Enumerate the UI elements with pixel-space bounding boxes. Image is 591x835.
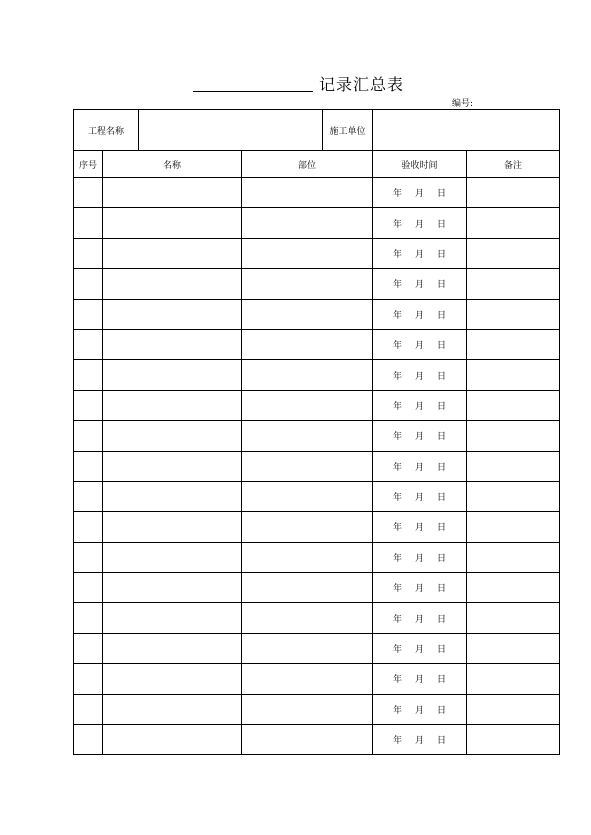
date-year-label: 年	[392, 584, 402, 595]
row-acceptance-date-cell[interactable]	[373, 451, 467, 481]
date-day-label: 日	[437, 371, 447, 382]
date-month-label: 月	[415, 189, 425, 200]
row-remarks-cell[interactable]	[467, 299, 560, 329]
row-acceptance-date-cell[interactable]	[373, 512, 467, 542]
table-row	[74, 178, 560, 208]
date-year-label: 年	[392, 249, 402, 260]
row-name-cell[interactable]	[103, 178, 242, 208]
row-remarks-cell[interactable]	[467, 269, 560, 299]
row-acceptance-date-cell[interactable]	[373, 390, 467, 420]
row-acceptance-date-cell[interactable]	[373, 664, 467, 694]
row-location-cell[interactable]	[242, 694, 373, 724]
page-title: 记录汇总表	[319, 75, 405, 94]
date-day-label: 日	[437, 401, 447, 412]
date-month-label: 月	[415, 736, 425, 747]
row-location-cell[interactable]	[242, 329, 373, 359]
row-location-cell[interactable]	[242, 664, 373, 694]
row-remarks-cell[interactable]	[467, 664, 560, 694]
row-location-cell[interactable]	[242, 573, 373, 603]
date-month-label: 月	[415, 462, 425, 473]
row-location-cell[interactable]	[242, 512, 373, 542]
row-remarks-cell[interactable]	[467, 390, 560, 420]
date-day-label: 日	[437, 341, 447, 352]
row-location-cell[interactable]	[242, 238, 373, 268]
table-row	[74, 360, 560, 390]
date-day-label: 日	[437, 189, 447, 200]
date-month-label: 月	[415, 614, 425, 625]
date-year-label: 年	[392, 462, 402, 473]
row-location-cell[interactable]	[242, 269, 373, 299]
date-day-label: 日	[437, 310, 447, 321]
date-day-label: 日	[437, 219, 447, 230]
row-acceptance-date-cell[interactable]	[373, 542, 467, 572]
date-year-label: 年	[392, 645, 402, 656]
date-day-label: 日	[437, 614, 447, 625]
date-month-label: 月	[415, 523, 425, 534]
row-name-cell[interactable]	[103, 481, 242, 511]
row-location-cell[interactable]	[242, 542, 373, 572]
column-header-location: 部位	[242, 151, 373, 178]
row-remarks-cell[interactable]	[467, 542, 560, 572]
date-month-label: 月	[415, 219, 425, 230]
table-row	[74, 694, 560, 724]
date-year-label: 年	[392, 432, 402, 443]
date-day-label: 日	[437, 280, 447, 291]
row-name-cell[interactable]	[103, 329, 242, 359]
row-index-cell[interactable]	[74, 451, 103, 481]
table-row	[74, 481, 560, 511]
row-name-cell[interactable]	[103, 360, 242, 390]
row-name-cell[interactable]	[103, 451, 242, 481]
project-name-label: 工程名称	[74, 110, 139, 151]
date-year-label: 年	[392, 493, 402, 504]
row-index-cell[interactable]	[74, 481, 103, 511]
row-name-cell[interactable]	[103, 694, 242, 724]
date-day-label: 日	[437, 523, 447, 534]
row-location-cell[interactable]	[242, 299, 373, 329]
table-row	[74, 390, 560, 420]
row-acceptance-date-cell[interactable]	[373, 208, 467, 238]
row-name-cell[interactable]	[103, 299, 242, 329]
row-remarks-cell[interactable]	[467, 329, 560, 359]
date-year-label: 年	[392, 523, 402, 534]
date-day-label: 日	[437, 584, 447, 595]
date-month-label: 月	[415, 310, 425, 321]
table-row	[74, 238, 560, 268]
row-index-cell[interactable]	[74, 299, 103, 329]
contractor-field[interactable]	[373, 110, 560, 151]
row-name-cell[interactable]	[103, 512, 242, 542]
row-acceptance-date-cell[interactable]	[373, 573, 467, 603]
project-name-field[interactable]	[139, 110, 323, 151]
table-row	[74, 512, 560, 542]
date-month-label: 月	[415, 432, 425, 443]
table-row	[74, 269, 560, 299]
row-index-cell[interactable]	[74, 238, 103, 268]
column-header-name: 名称	[103, 151, 242, 178]
date-month-label: 月	[415, 280, 425, 291]
date-day-label: 日	[437, 432, 447, 443]
date-day-label: 日	[437, 493, 447, 504]
row-name-cell[interactable]	[103, 725, 242, 755]
row-name-cell[interactable]	[103, 603, 242, 633]
table-row	[74, 451, 560, 481]
date-month-label: 月	[415, 675, 425, 686]
row-name-cell[interactable]	[103, 633, 242, 663]
row-index-cell[interactable]	[74, 390, 103, 420]
column-header-index: 序号	[74, 151, 103, 178]
column-header-acceptance-date: 验收时间	[373, 151, 467, 178]
date-day-label: 日	[437, 553, 447, 564]
document-number-label: 编号:	[452, 99, 474, 109]
row-index-cell[interactable]	[74, 512, 103, 542]
row-index-cell[interactable]	[74, 421, 103, 451]
project-info-row	[74, 110, 560, 151]
row-remarks-cell[interactable]	[467, 481, 560, 511]
row-index-cell[interactable]	[74, 633, 103, 663]
date-day-label: 日	[437, 736, 447, 747]
date-year-label: 年	[392, 189, 402, 200]
date-month-label: 月	[415, 401, 425, 412]
row-location-cell[interactable]	[242, 208, 373, 238]
row-acceptance-date-cell[interactable]	[373, 299, 467, 329]
row-remarks-cell[interactable]	[467, 208, 560, 238]
table-row	[74, 664, 560, 694]
row-location-cell[interactable]	[242, 481, 373, 511]
row-index-cell[interactable]	[74, 542, 103, 572]
row-location-cell[interactable]	[242, 178, 373, 208]
row-name-cell[interactable]	[103, 390, 242, 420]
row-location-cell[interactable]	[242, 603, 373, 633]
date-day-label: 日	[437, 249, 447, 260]
row-acceptance-date-cell[interactable]	[373, 238, 467, 268]
date-month-label: 月	[415, 705, 425, 716]
date-year-label: 年	[392, 310, 402, 321]
row-name-cell[interactable]	[103, 421, 242, 451]
row-remarks-cell[interactable]	[467, 360, 560, 390]
row-index-cell[interactable]	[74, 603, 103, 633]
row-location-cell[interactable]	[242, 633, 373, 663]
row-acceptance-date-cell[interactable]	[373, 360, 467, 390]
title-fill-blank[interactable]	[193, 91, 313, 92]
title-row	[0, 72, 591, 96]
row-remarks-cell[interactable]	[467, 512, 560, 542]
date-year-label: 年	[392, 553, 402, 564]
row-acceptance-date-cell[interactable]	[373, 633, 467, 663]
date-year-label: 年	[392, 401, 402, 412]
date-month-label: 月	[415, 645, 425, 656]
date-month-label: 月	[415, 371, 425, 382]
table-row	[74, 573, 560, 603]
row-index-cell[interactable]	[74, 725, 103, 755]
date-year-label: 年	[392, 371, 402, 382]
date-year-label: 年	[392, 614, 402, 625]
table-row	[74, 208, 560, 238]
row-index-cell[interactable]	[74, 694, 103, 724]
column-header-remarks: 备注	[467, 151, 560, 178]
table-row	[74, 542, 560, 572]
table-header-row	[74, 151, 560, 178]
contractor-label: 施工单位	[323, 110, 373, 151]
date-year-label: 年	[392, 705, 402, 716]
row-index-cell[interactable]	[74, 573, 103, 603]
row-acceptance-date-cell[interactable]	[373, 481, 467, 511]
row-acceptance-date-cell[interactable]	[373, 178, 467, 208]
table-row	[74, 725, 560, 755]
row-index-cell[interactable]	[74, 269, 103, 299]
row-remarks-cell[interactable]	[467, 633, 560, 663]
row-index-cell[interactable]	[74, 329, 103, 359]
row-index-cell[interactable]	[74, 208, 103, 238]
table-row	[74, 299, 560, 329]
row-remarks-cell[interactable]	[467, 573, 560, 603]
summary-table	[73, 109, 560, 755]
row-name-cell[interactable]	[103, 238, 242, 268]
row-acceptance-date-cell[interactable]	[373, 725, 467, 755]
date-year-label: 年	[392, 280, 402, 291]
row-remarks-cell[interactable]	[467, 451, 560, 481]
row-location-cell[interactable]	[242, 451, 373, 481]
row-name-cell[interactable]	[103, 664, 242, 694]
table-row	[74, 421, 560, 451]
row-index-cell[interactable]	[74, 664, 103, 694]
row-location-cell[interactable]	[242, 725, 373, 755]
date-month-label: 月	[415, 584, 425, 595]
row-location-cell[interactable]	[242, 421, 373, 451]
date-day-label: 日	[437, 462, 447, 473]
date-day-label: 日	[437, 705, 447, 716]
date-year-label: 年	[392, 341, 402, 352]
row-name-cell[interactable]	[103, 573, 242, 603]
date-day-label: 日	[437, 645, 447, 656]
row-acceptance-date-cell[interactable]	[373, 269, 467, 299]
row-name-cell[interactable]	[103, 542, 242, 572]
row-remarks-cell[interactable]	[467, 603, 560, 633]
date-year-label: 年	[392, 675, 402, 686]
date-year-label: 年	[392, 219, 402, 230]
date-year-label: 年	[392, 736, 402, 747]
date-month-label: 月	[415, 341, 425, 352]
row-acceptance-date-cell[interactable]	[373, 329, 467, 359]
table-row	[74, 633, 560, 663]
row-remarks-cell[interactable]	[467, 694, 560, 724]
row-remarks-cell[interactable]	[467, 725, 560, 755]
date-month-label: 月	[415, 493, 425, 504]
row-name-cell[interactable]	[103, 269, 242, 299]
row-name-cell[interactable]	[103, 208, 242, 238]
row-acceptance-date-cell[interactable]	[373, 603, 467, 633]
date-month-label: 月	[415, 553, 425, 564]
row-acceptance-date-cell[interactable]	[373, 694, 467, 724]
table-row	[74, 603, 560, 633]
row-acceptance-date-cell[interactable]	[373, 421, 467, 451]
row-location-cell[interactable]	[242, 390, 373, 420]
row-index-cell[interactable]	[74, 360, 103, 390]
row-remarks-cell[interactable]	[467, 238, 560, 268]
table-row	[74, 329, 560, 359]
row-remarks-cell[interactable]	[467, 421, 560, 451]
date-month-label: 月	[415, 249, 425, 260]
row-index-cell[interactable]	[74, 178, 103, 208]
row-location-cell[interactable]	[242, 360, 373, 390]
row-remarks-cell[interactable]	[467, 178, 560, 208]
date-day-label: 日	[437, 675, 447, 686]
